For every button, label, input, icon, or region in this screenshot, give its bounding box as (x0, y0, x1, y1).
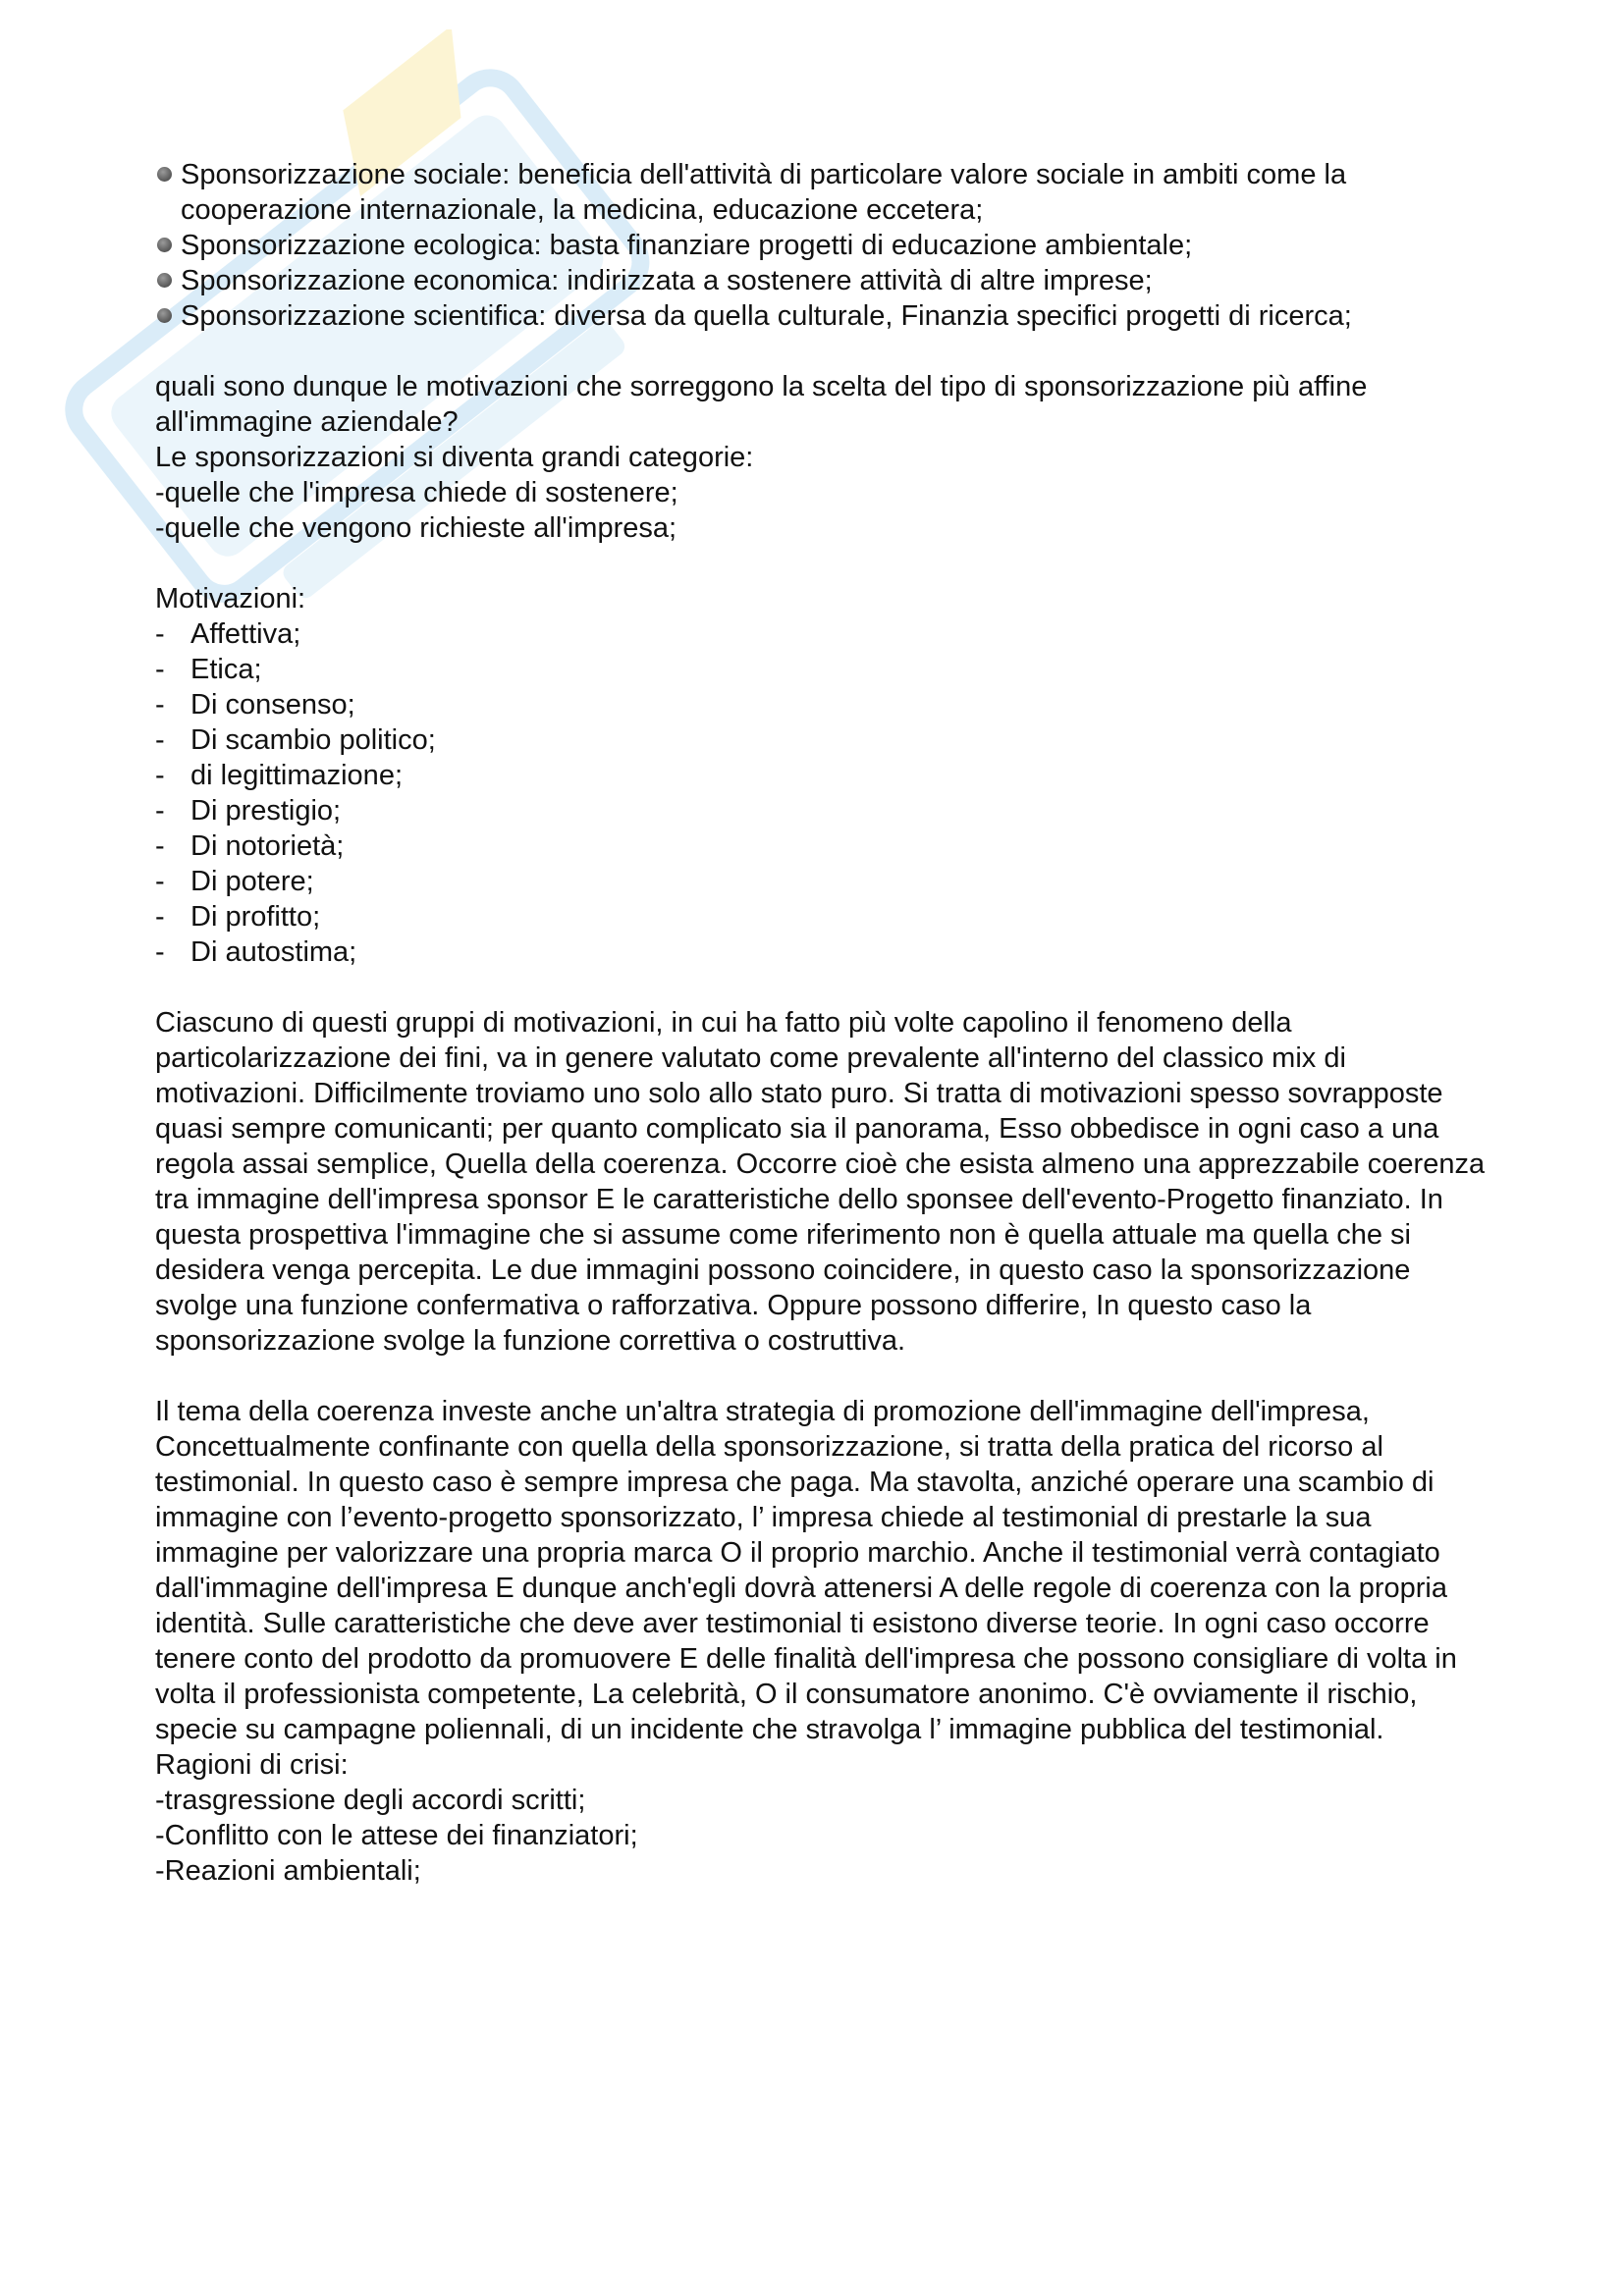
sponsorship-types-list (155, 157, 1490, 334)
categories-intro: Le sponsorizzazioni si diventa grandi categorie: (155, 442, 754, 473)
bullet-icon (157, 308, 172, 323)
list-item: - Affettiva; (155, 618, 301, 650)
crisis-list (155, 1783, 1490, 1889)
motivations-list (155, 616, 1490, 970)
question-text: quali sono dunque le motivazioni che sorreggono la scelta del tipo di sponsorizzazione più affine all'immagine aziendale? (155, 371, 1368, 438)
list-item: - Di notorietà; (155, 830, 345, 862)
list-item: - di legittimazione; (155, 760, 403, 791)
paragraph-testimonial: Il tema della coerenza investe anche un'altra strategia di promozione dell'immagine dell'impresa, Concettualmente confinante con quella della sponsorizzazione, si tratta della pratica del ricorso al testimonial. In questo caso è sempre impresa che paga. Ma stavolta, anziché operare una scambio di immagine con l’evento-progetto sponsorizzato, l’ impresa chiede al testimonial di prestarle la sua immagine per valorizzare una propria marca O il proprio marchio. Anche il testimonial verrà contagiato dall'immagine dell'impresa E dunque anch'egli dovrà attenersi A delle regole di coerenza con la propria identità. Sulle caratteristiche che deve aver testimonial ti esistono diverse teorie. In ogni caso occorre tenere conto del prodotto da promuovere E delle finalità dell'impresa che possono consigliare di volta in volta il professionista competente, La celebrità, O il consumatore anonimo. C'è ovviamente il rischio, specie su campagne poliennali, di un incidente che stravolga l’ immagine pubblica del testimonial. (155, 1396, 1457, 1745)
list-item: - Di potere; (155, 866, 314, 897)
list-item: - Di consenso; (155, 689, 355, 721)
categories-list (155, 475, 1490, 546)
list-item: - Di scambio politico; (155, 724, 436, 756)
bullet-icon (157, 273, 172, 288)
list-item: - Etica; (155, 654, 262, 685)
list-item: Sponsorizzazione economica: indirizzata a sostenere attività di altre imprese; (155, 263, 1490, 298)
document-body (155, 157, 1490, 1889)
list-item: -Reazioni ambientali; (155, 1855, 421, 1887)
list-item: - Di prestigio; (155, 795, 342, 827)
bullet-icon (157, 238, 172, 252)
list-item: - Di profitto; (155, 901, 321, 933)
list-item: - Di autostima; (155, 936, 357, 968)
list-item: -quelle che l'impresa chiede di sostenere; (155, 477, 678, 508)
bullet-icon (157, 167, 172, 182)
list-item: -quelle che vengono richieste all'impresa; (155, 512, 677, 544)
paragraph-coherence: Ciascuno di questi gruppi di motivazioni, in cui ha fatto più volte capolino il fenomeno della particolarizzazione dei fini, va in genere valutato come prevalente all'interno del classico mix di motivazioni. Difficilmente troviamo uno solo allo stato puro. Si tratta di motivazioni spesso sovrapposte quasi sempre comunicanti; per quanto complicato sia il panorama, Esso obbedisce in ogni caso a una regola assai semplice, Quella della coerenza. Occorre cioè che esista almeno una apprezzabile coerenza tra immagine dell'impresa sponsor E le caratteristiche dello sponsee dell'evento-Progetto finanziato. In questa prospettiva l'immagine che si assume come riferimento non è quella attuale ma quella che si desidera venga percepita. Le due immagini possono coincidere, in questo caso la sponsorizzazione svolge una funzione confermativa o rafforzativa. Oppure possono differire, In questo caso la sponsorizzazione svolge la funzione correttiva o costruttiva. (155, 1007, 1486, 1357)
list-item: Sponsorizzazione ecologica: basta finanziare progetti di educazione ambientale; (155, 228, 1490, 263)
list-item: -Conflitto con le attese dei finanziatori; (155, 1820, 638, 1851)
list-item: -trasgressione degli accordi scritti; (155, 1785, 586, 1816)
crisis-title: Ragioni di crisi: (155, 1749, 349, 1781)
list-item: Sponsorizzazione sociale: beneficia dell'attività di particolare valore sociale in ambiti come la cooperazione internazionale, la medicina, educazione eccetera; (155, 157, 1490, 228)
list-item: Sponsorizzazione scientifica: diversa da quella culturale, Finanzia specifici progetti di ricerca; (155, 298, 1490, 334)
motivations-title: Motivazioni: (155, 583, 306, 614)
